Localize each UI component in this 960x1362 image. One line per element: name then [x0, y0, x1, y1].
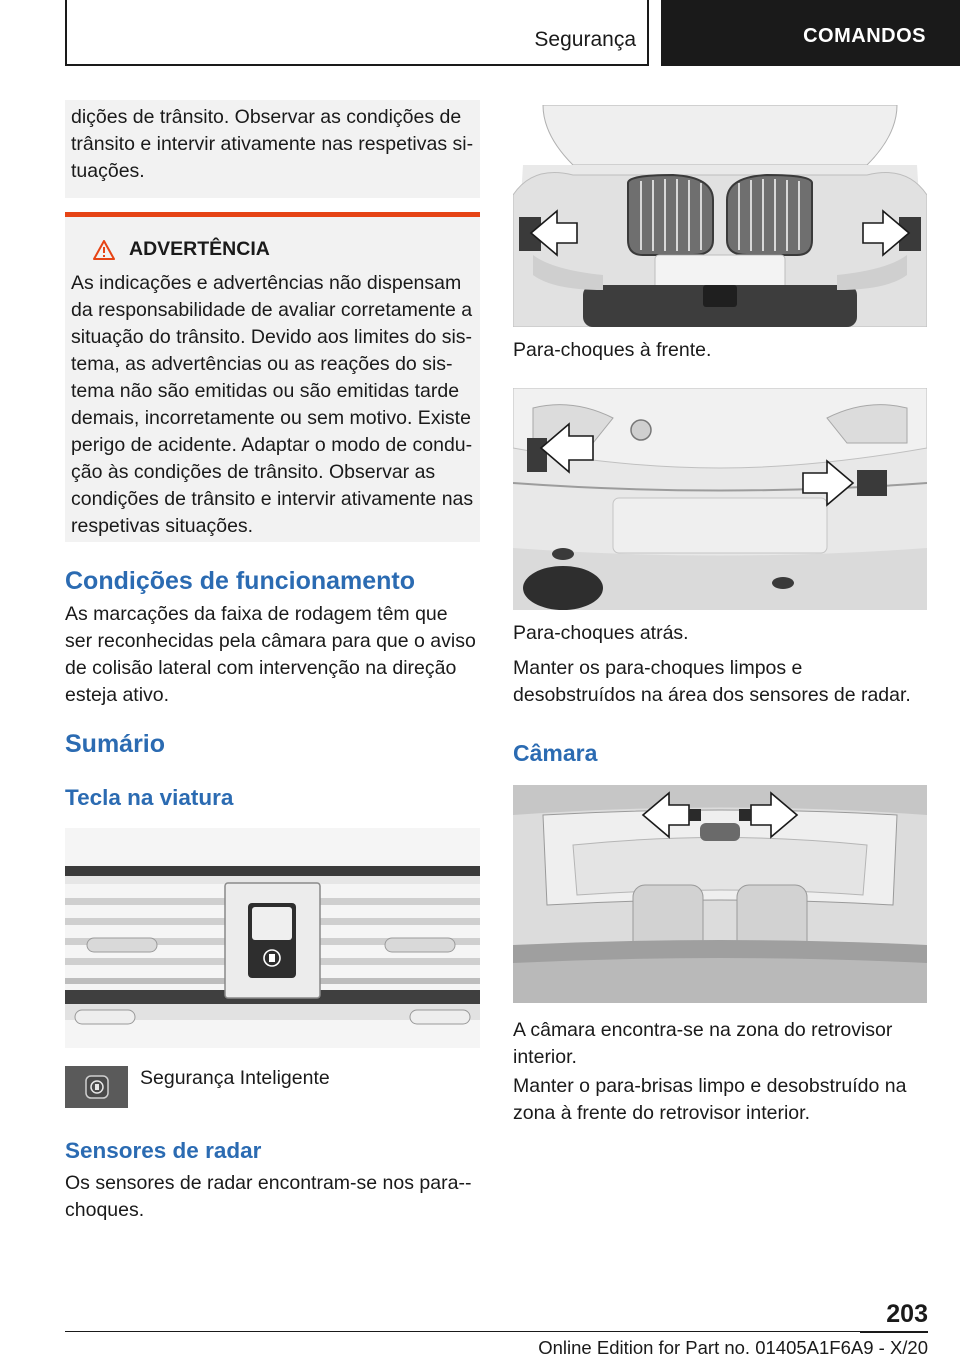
conditions-heading: Condições de funcionamento — [65, 567, 416, 595]
warning-header — [93, 238, 270, 261]
warning-accent-bar — [65, 212, 480, 217]
footer-edition-text: Online Edition for Part no. 01405A1F6A9 - X/20 — [538, 1337, 928, 1358]
page-number: 203 — [886, 1300, 928, 1328]
rear-bumper-caption: Para-choques atrás. — [513, 622, 689, 644]
header-rule — [65, 64, 649, 66]
camera-heading: Câmara — [513, 740, 598, 766]
continued-paragraph: dições de trânsito. Observar as condições de trânsito e intervir ativamente nas respetivas situações. — [71, 106, 474, 182]
warning-box — [65, 212, 480, 542]
front-bumper-caption: Para-choques à frente. — [513, 339, 712, 361]
camera-figure — [513, 785, 927, 1003]
button-caption: Segurança Inteligente — [140, 1067, 330, 1089]
header-chapter-tab[interactable] — [661, 0, 960, 66]
intelligent-safety-icon — [85, 1075, 109, 1099]
radar-paragraph: Os sensores de radar encontram-se nos para-choques. — [65, 1172, 472, 1221]
button-figure — [65, 828, 480, 1048]
summary-heading: Sumário — [65, 730, 166, 758]
chapter-label: COMANDOS — [803, 24, 926, 47]
rear-bumper-figure — [513, 388, 927, 610]
rear-car-illustration — [513, 388, 927, 610]
header-left-rule — [65, 0, 67, 66]
car-interior-illustration — [513, 785, 927, 1003]
header-section-title: Segurança — [534, 28, 636, 51]
intelligent-safety-button — [65, 1066, 128, 1108]
warning-triangle-icon — [93, 240, 115, 260]
header-right-rule — [647, 0, 649, 66]
button-subheading: Tecla na viatura — [65, 785, 234, 810]
warning-title: ADVERTÊNCIA — [129, 238, 270, 260]
front-bumper-figure — [513, 105, 927, 327]
air-vent-illustration — [65, 828, 480, 1048]
camera-clean-paragraph: Manter o para-brisas limpo e desobstruído na zona à frente do retrovisor interior. — [513, 1075, 907, 1124]
continued-text-box — [65, 100, 480, 198]
footer-rule — [65, 1331, 860, 1332]
camera-location-paragraph: A câmara encontra-se na zona do retrovisor interior. — [513, 1019, 893, 1068]
warning-text: As indicações e advertências não dispensam da responsabilidade de avaliar corretamente a situação do trânsito. Devido aos limites do sistema, as advertências ou as reações do sistema não são emitidas ou são emitidas tarde demais, incorretamente ou sem motivo. Existe perigo de acidente. Adaptar o modo de condução às condições de trânsito. Observar as condições de trânsito e intervir ativamente nas respetivas situações. — [71, 272, 474, 537]
front-car-illustration — [513, 105, 927, 327]
footer-rule-thick — [860, 1331, 928, 1333]
clean-sensors-paragraph: Manter os para-choques limpos e desobstruídos na área dos sensores de radar. — [513, 657, 911, 706]
conditions-paragraph: As marcações da faixa de rodagem têm que ser reconhecidas pela câmara para que o aviso de colisão lateral com intervenção na direção esteja ativo. — [65, 603, 476, 706]
radar-heading: Sensores de radar — [65, 1138, 262, 1163]
